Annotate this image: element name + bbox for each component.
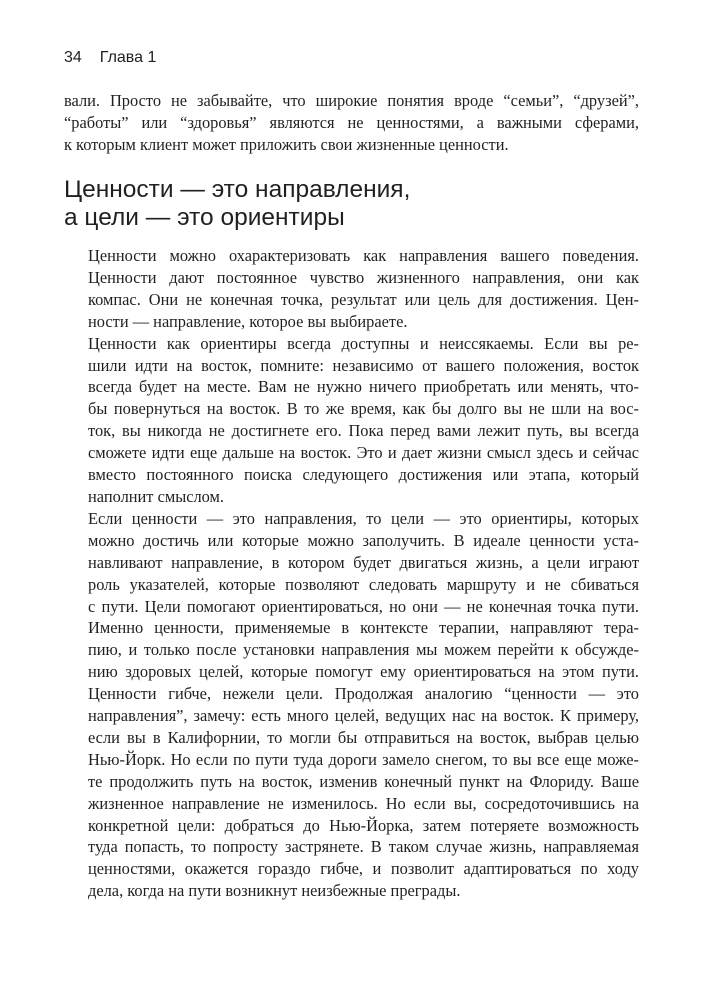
- text-line: Именно ценности, применяемые в контексте терапии, направляют тера-: [88, 618, 639, 638]
- paragraph: [64, 245, 639, 333]
- text-line: если вы в Калифорнии, то могли бы отправиться на восток, выбрав целью: [88, 727, 639, 747]
- text-line: к которым клиент может приложить свои жизненные ценности.: [64, 134, 509, 154]
- text-line: те продолжить путь на восток, изменив конечный пункт на Флориду. Ваше: [88, 771, 639, 791]
- running-header: [64, 48, 156, 68]
- text-line: с пути. Цели помогают ориентироваться, но они — не конечная точка пути.: [88, 596, 639, 616]
- section-heading: [64, 176, 410, 232]
- text-line: сможете идти еще дальше на восток. Это и дает жизни смысл здесь и сейчас: [88, 443, 639, 463]
- text-line: наполнит смыслом.: [88, 486, 225, 506]
- text-line: Если ценности — это направления, то цели — это ориентиры, которых: [88, 508, 639, 528]
- text-line: шили идти на восток, помните: независимо от вашего положения, восток: [88, 355, 639, 375]
- page-number: 34: [64, 49, 82, 66]
- section-heading-line: Ценности — это направления,: [64, 176, 411, 203]
- text-line: туда попасть, то попросту застрянете. В таком случае жизнь, направляемая: [88, 837, 639, 857]
- text-line: жизненное направление не изменилось. Но если вы, сосредоточившись на: [88, 793, 639, 813]
- text-line: ценностями, окажется гораздо гибче, и позволит адаптироваться по ходу: [88, 859, 639, 879]
- text-line: Ценности дают постоянное чувство жизненного направления, они как: [88, 267, 639, 287]
- text-line: Ценности как ориентиры всегда доступны и неиссякаемы. Если вы ре-: [88, 333, 639, 353]
- text-line: “работы” или “здоровья” являются не ценностями, а важными сферами,: [64, 112, 639, 132]
- text-line: Ценности гибче, нежели цели. Продолжая аналогию “ценности — это: [88, 684, 639, 704]
- text-line: ток, вы никогда не достигнете его. Пока перед вами лежит путь, вы всегда: [88, 421, 639, 441]
- text-line: роль указателей, которые позволяют следовать маршруту и не сбиваться: [88, 574, 639, 594]
- text-line: конкретной цели: добраться до Нью-Йорка, затем потеряете возможность: [88, 815, 639, 835]
- text-line: Ценности можно охарактеризовать как направления вашего поведения.: [88, 246, 639, 265]
- text-line: вместо постоянного поиска следующего достижения или этапа, который: [88, 465, 639, 485]
- section-body: [64, 245, 639, 902]
- paragraph: [64, 508, 639, 683]
- text-line: навливают направление, в котором будет двигаться жизнь, а цели играют: [88, 552, 639, 572]
- text-line: всегда будет на месте. Вам не нужно ничего приобретать или менять, что-: [88, 377, 639, 397]
- text-line: можно достичь или которые можно заполучить. В идеале ценности уста-: [88, 530, 639, 550]
- paragraph: [64, 683, 639, 902]
- text-line: пию, и только после установки направления мы можем перейти к обсужде-: [88, 640, 639, 660]
- text-line: Нью-Йорк. Но если по пути туда дороги замело снегом, то вы все еще може-: [88, 749, 639, 769]
- text-line: направления”, замечу: есть много целей, ведущих нас на восток. К примеру,: [88, 706, 639, 726]
- text-line: дела, когда на пути возникнут неизбежные преграды.: [88, 881, 461, 901]
- text-line: ности — направление, которое вы выбираете.: [88, 311, 408, 331]
- text-line: вали. Просто не забывайте, что широкие понятия вроде “семьи”, “друзей”,: [64, 91, 639, 110]
- chapter-label: Глава 1: [99, 49, 157, 66]
- paragraph: [64, 333, 639, 508]
- section-heading-line: а цели — это ориентиры: [64, 204, 345, 231]
- text-line: компас. Они не конечная точка, результат или цель для достижения. Цен-: [88, 289, 639, 309]
- intro-paragraph: [64, 90, 639, 156]
- text-line: бы повернуться на восток. В то же время, как бы долго вы не шли на вос-: [88, 399, 639, 419]
- text-line: нию здоровых целей, которые помогут ему ориентироваться на этом пути.: [88, 662, 639, 682]
